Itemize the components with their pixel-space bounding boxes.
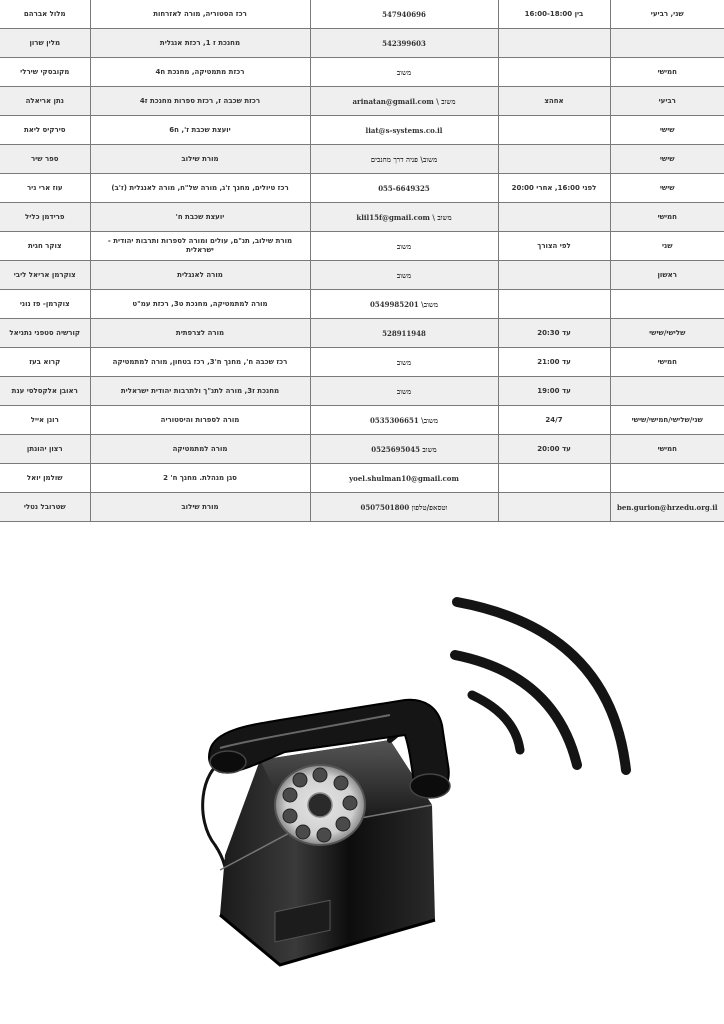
staff-name-cell: רצון יהונתן [0, 435, 90, 464]
staff-contact-cell: 055-6649325 [310, 174, 498, 203]
staff-name-cell: צוקרמן- פז נוני [0, 290, 90, 319]
table-row [0, 464, 724, 493]
table-row [0, 29, 724, 58]
staff-hours-cell: 24/7 [498, 406, 610, 435]
staff-hours-cell: לפי הצורך [498, 232, 610, 261]
staff-hours-cell: עד 21:00 [498, 348, 610, 377]
table-row [0, 145, 724, 174]
staff-name-cell: מלין שרון [0, 29, 90, 58]
staff-role-cell: מורה למתמטיקה, מחנכת ט3, רכזת עמ"ט [90, 290, 310, 319]
staff-days-cell: חמישי [610, 58, 724, 87]
table-row [0, 87, 724, 116]
staff-days-cell: שלישי/שישי [610, 319, 724, 348]
staff-role-cell: סגן מנהלת. מחנך ח' 2 [90, 464, 310, 493]
table-row [0, 290, 724, 319]
staff-contact-cell: משוב 0525695045 [310, 435, 498, 464]
staff-days-cell: שני/שלישי/חמישי/שישי [610, 406, 724, 435]
staff-contact-cell: וטסאפ/טלפון 0507501800 [310, 493, 498, 522]
staff-days-cell: שישי [610, 116, 724, 145]
staff-name-cell: פרידמן כליל [0, 203, 90, 232]
staff-days-cell: חמישי [610, 435, 724, 464]
staff-role-cell: מורת שילוב [90, 493, 310, 522]
staff-contact-cell: 528911948 [310, 319, 498, 348]
staff-role-cell: רכז טיולים, מחנך ז'ג, מורה של"ח, מורה לאנגלית (ז'ב) [90, 174, 310, 203]
staff-contact-cell: משוב\ 0535306651 [310, 406, 498, 435]
staff-contact-cell: משוב [310, 377, 498, 406]
staff-name-cell: שטרובל נטלי [0, 493, 90, 522]
staff-days-cell [610, 290, 724, 319]
staff-hours-cell: בין 16:00-18:00 [498, 0, 610, 29]
staff-role-cell: מורת שילוב [90, 145, 310, 174]
staff-role-cell: מחנכת ז 1, רכזת אנגלית [90, 29, 310, 58]
staff-role-cell: יועצת שכבת ז', ח6 [90, 116, 310, 145]
staff-days-cell [610, 29, 724, 58]
staff-hours-cell [498, 464, 610, 493]
staff-contact-cell: yoel.shulman10@gmail.com [310, 464, 498, 493]
staff-role-cell: מורת שילוב, תנ"ם, עולים ומורה לספרות ותרבות יהודית - ישראלית [90, 232, 310, 261]
staff-role-cell: יועצת שכבת ח' [90, 203, 310, 232]
staff-hours-cell: לפני 16:00, אחרי 20:00 [498, 174, 610, 203]
staff-name-cell: מלול אברהם [0, 0, 90, 29]
staff-role-cell: רכז שכבה ח', מחנך ח'3, רכז בטחון, מורה למתמטיקה [90, 348, 310, 377]
staff-hours-cell [498, 29, 610, 58]
staff-role-cell: מורה לאנגלית [90, 261, 310, 290]
staff-hours-cell: עד 20:30 [498, 319, 610, 348]
staff-hours-cell: עד 19:00 [498, 377, 610, 406]
table-row [0, 406, 724, 435]
staff-role-cell: מורה לצרפתית [90, 319, 310, 348]
staff-name-cell: רונן אייל [0, 406, 90, 435]
staff-days-cell: ראשון [610, 261, 724, 290]
sound-waves-icon [455, 602, 626, 770]
staff-role-cell: רכזת שכבה ז, רכזת ספרות מחנכת ז4 [90, 87, 310, 116]
staff-days-cell: חמישי [610, 203, 724, 232]
table-row [0, 0, 724, 29]
staff-name-cell: עוז ארי ניר [0, 174, 90, 203]
staff-days-cell: חמישי [610, 348, 724, 377]
staff-hours-cell [498, 290, 610, 319]
table-row [0, 377, 724, 406]
rotary-phone-ringing-illustration [190, 590, 640, 1000]
staff-name-cell: קורשיה סטפני נתניאל [0, 319, 90, 348]
staff-hours-cell [498, 58, 610, 87]
staff-contact-cell: משוב\ 0549985201 [310, 290, 498, 319]
staff-hours-cell [498, 261, 610, 290]
table-row [0, 203, 724, 232]
staff-days-cell [610, 377, 724, 406]
staff-contact-cell: משוב [310, 58, 498, 87]
staff-contact-cell: משוב [310, 261, 498, 290]
staff-role-cell: מחנכת ז3, מורה לתנ"ך ולתרבות יהודית ישראלית [90, 377, 310, 406]
staff-name-cell: ראובן אלקסלסי ענת [0, 377, 90, 406]
table-row [0, 116, 724, 145]
staff-contact-cell: liat@s-systems.co.il [310, 116, 498, 145]
table-row [0, 319, 724, 348]
staff-contact-cell: 547940696 [310, 0, 498, 29]
staff-contact-cell: 542399603 [310, 29, 498, 58]
staff-days-cell [610, 464, 724, 493]
rotary-dial [275, 765, 365, 845]
staff-days-cell: שני, רביעי [610, 0, 724, 29]
staff-hours-cell: אחהצ [498, 87, 610, 116]
staff-hours-cell [498, 145, 610, 174]
staff-role-cell: מורה לספרות והיסטוריה [90, 406, 310, 435]
table-row [0, 261, 724, 290]
table-row [0, 232, 724, 261]
staff-name-cell: ספר שיר [0, 145, 90, 174]
staff-role-cell: מורה למתמטיקה [90, 435, 310, 464]
staff-name-cell: מקובסקי שירלי [0, 58, 90, 87]
staff-contact-cell: משוב \ arinatan@gmail.com [310, 87, 498, 116]
staff-hours-cell: עד 20:00 [498, 435, 610, 464]
staff-role-cell: רכזת מתמטיקה, מחנכת ח4 [90, 58, 310, 87]
table-row [0, 174, 724, 203]
staff-role-cell: רכז הסטוריה, מורה לאזרחות [90, 0, 310, 29]
staff-days-cell: ben.gurion@hrzedu.org.il [610, 493, 724, 522]
staff-days-cell: שישי [610, 145, 724, 174]
staff-days-cell: רביעי [610, 87, 724, 116]
staff-name-cell: צוקרמן אריאל ליבי [0, 261, 90, 290]
staff-contact-cell: משוב \ klil15f@gmail.com [310, 203, 498, 232]
staff-name-cell: סירקיס ליאת [0, 116, 90, 145]
table-row [0, 435, 724, 464]
staff-days-cell: שישי [610, 174, 724, 203]
staff-hours-cell [498, 493, 610, 522]
staff-name-cell: צוקר חגית [0, 232, 90, 261]
staff-contact-cell: משוב [310, 232, 498, 261]
staff-days-cell: שני [610, 232, 724, 261]
staff-contact-cell: משוב [310, 348, 498, 377]
staff-hours-cell [498, 203, 610, 232]
table-row [0, 493, 724, 522]
staff-hours-cell [498, 116, 610, 145]
staff-name-cell: שולמן יואל [0, 464, 90, 493]
staff-name-cell: קרוא בעז [0, 348, 90, 377]
staff-contact-cell: משוב\ פניה דרך מחנכים [310, 145, 498, 174]
table-row [0, 348, 724, 377]
table-row [0, 58, 724, 87]
staff-name-cell: נתן אריאלה [0, 87, 90, 116]
